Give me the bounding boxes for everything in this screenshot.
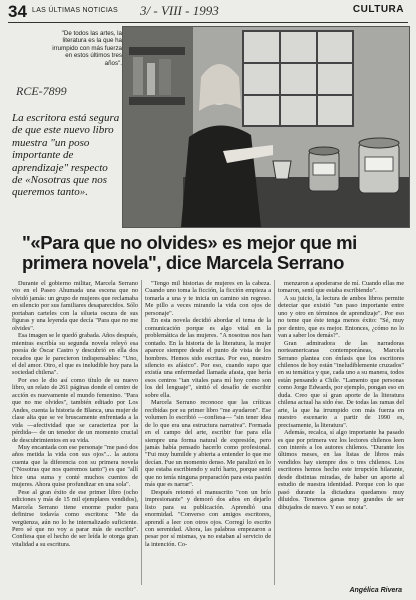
article-column-1	[12, 280, 138, 548]
newspaper-name: LAS ÚLTIMAS NOTICIAS	[32, 7, 118, 14]
paragraph: Durante el gobierno militar, Marcela Serrano vio en el Paseo Ahumada una escena que no olvidó jamás: un grupo de mujeres que reclamaba en silencio por sus familiares desaparecidos. Sólo portaban carteles con la silueta oscura de sus figuras y una leyenda que decía "Para que no me olvides".	[12, 280, 138, 332]
paragraph: Marcela Serrano reconoce que las críticas recibidas por su primer libro "me ayudaron". Ese volumen lo escribió —confiesa— "sin tener idea de lo que era una estructura narrativa". Formada en el campo del arte, escribir fue para ella siempre una forma natural de expresión, pero jamás había pensado hacerlo como profesional. "Fui muy humilde y abierta a entender lo que me decían. Fue un momento denso. Me paralizó en lo que estaba escribiendo y sufrí harto, porque sentí que no tenía ninguna preparación para esta pasión más que es narrar".	[145, 399, 271, 489]
paragraph: Por eso le dio así como título de su nuevo libro, un relato de 261 páginas donde el centro de acción es nuevamente el mundo femenino. "Para que no me olvides", también editado por Los Andes, cuenta la historia de Blanca, una mujer de clase alta que se ve bruscamente enfrentada a la vida —afectividad que se caracteriza por la pérdida— de un tenedor de un momento crucial de descubrimientos en su vida.	[12, 376, 138, 444]
author-photo	[122, 26, 410, 228]
paragraph: Esa imagen se le quedó grabada. Años después, mientras escribía su segunda novela releyó esa poesía de Óscar Castro y descubrió en ella dos recados que le parecieron indispensables: "Uno, el del amor. Otro, el que es ineludible hoy para la sociedad chilena".	[12, 332, 138, 377]
archive-stamp: RCE-7899	[16, 84, 67, 98]
paragraph: A su juicio, la lectura de ambos libros permite detectar que existió "un paso importante entre uno y otro en términos de aprendizaje". Por eso no teme que éste tenga menos éxito: "Sé, muy por dentro, que es mejor. Entonces, ¿cómo no lo van a saber los demás?".	[278, 294, 404, 340]
column-divider	[274, 280, 275, 585]
article-column-3	[278, 280, 404, 511]
photo-illustration	[123, 27, 409, 227]
paragraph: En esta novela decidió abordar el tema de la comunicación porque es algo vital en la problemática de las mujeres. "A nosotras nos han contado. En la historia de la literatura, la mujer aparece siempre desde el punto de vista de los hombres. Hemos sido escritas. Por eso, nuestro silencio es afásico". Por eso, cuando supo que existía una enfermedad llamada afasia, que hería esos centros "tan vitales para mí hoy como son los del lenguaje", sintió el desafío de escribir sobre ella.	[145, 317, 271, 399]
paragraph: Muy encantada con ese personaje "me pasó dos años metida la vida con sus ojos"... la autora cuenta que la diferencia con su primera novela ("Nosotras que nos queremos tanto") es que "allí hice una suma y conté muchos cuentos de mujeres. Ahora quise profundizar en una sola".	[12, 443, 138, 489]
paragraph: Pese al gran éxito de ese primer libro (ocho ediciones y más de 15 mil ejemplares vendidos), Marcela Serrano tiene enorme pudor para definirse todavía como escritora: "Me da vergüenza, aún no lo he internalizado suficiente. Pero sé que no voy a parar más de escribir". Confiesa que el hecho de ser leída le otorga gran vitalidad a su escritura.	[12, 488, 138, 548]
byline: Angélica Rivera	[349, 587, 402, 594]
section-title: CULTURA	[352, 4, 404, 15]
pull-quote: "De todos las artes, la literatura es la que ha irrumpido con más fuerza en estos últimos tres años".	[52, 30, 122, 67]
page-number: 34	[8, 2, 27, 21]
paragraph: Además, recalca, sí algo importante ha pasado es que por primera vez los lectores chilenos leen con interés a los autores chilenos. "Durante los últimos meses, en las listas de libros más vendidos hay siempre dos o tres chilenos. Los escritores hemos hecho este irrupción hilarante, desde distintas miradas, de haber un aporte al estudio de nuestra identidad. Porque con lo que pasó durante la dictadura quedamos muy diluidos. Tenemos ganas muy grandes de ser dibujados de nuevo. Y eso se nota".	[278, 429, 404, 511]
paragraph: menzaron a apoderarse de mí. Cuando ellas me tomaron, sentí que estaba escribiendo".	[278, 280, 404, 295]
paragraph: Gran admiradora de las narradoras norteamericanas contemporáneas, Marcela Serrano plantea con énfasis que los escritores chilenos de hoy están "ineludiblemente cruzados" en su temática y que, cada uno a su manera, todos están pensando a Chile. "Lamento que personas como Jorge Edwards, por ejemplo, pongan eso en duda. Creo que sí gran aporte de la literatura chilena actual ha sido ése. De todas las ramas del arte, la que ha irrumpido con más fuerza en nuestro escenario a partir de 1990 es, precisamente, la literatura".	[278, 339, 404, 429]
article-deck: La escritora está segura de que este nuevo libro muestra "un poso importante de aprendizaje" respecto de «Nosotras que nos queremos tanto».	[12, 112, 120, 199]
article-column-2	[145, 280, 271, 548]
column-divider	[141, 280, 142, 585]
handwritten-date: 3/ - VIII - 1993	[140, 3, 219, 18]
paragraph: Después retomó el manuscrito "con un brío impresionante" y demoró dos años en dejarlo listo para su publicación. Aprendió una enormidad. "Converso con amigos escritores, aprendí a leer con otros ojos. Corregí lo escrito con serenidad. Ahora, las palabras empezaron a pesar por sí mismas, ya no estaban al servicio de la intención. Co-	[145, 488, 271, 548]
article-headline: "«Para que no olvides» es mejor que mi primera novela", dice Marcela Serrano	[22, 232, 357, 273]
paragraph: "Tengo mil historias de mujeres en la cabeza. Cuando uno toma la ficción, la ficción empieza a tomarla a una y te inicia un camino sin regreso. Me pillo a veces mirando la vida con ojos de personaje".	[145, 280, 271, 317]
page-header	[8, 4, 408, 23]
